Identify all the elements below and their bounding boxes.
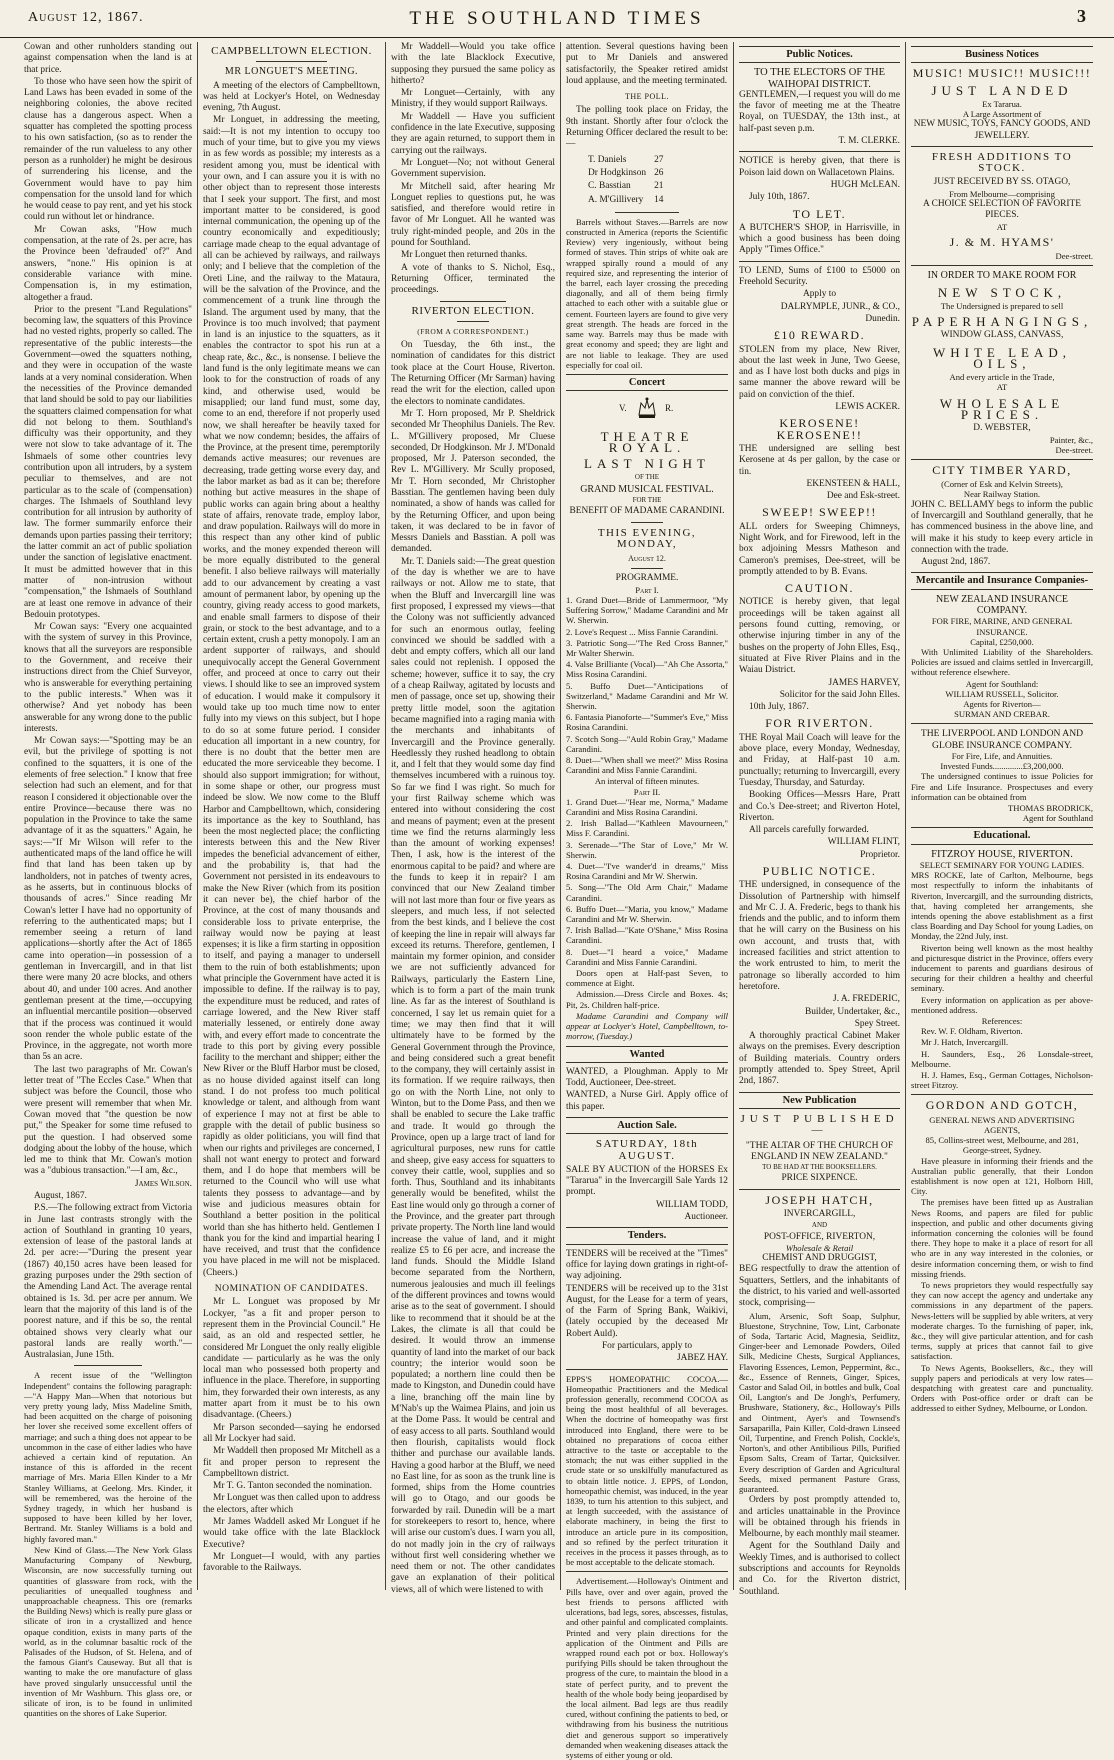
divider: [440, 301, 506, 302]
newspaper-title: THE SOUTHLAND TIMES: [409, 8, 705, 29]
article-paragraph: Mr Longuet then returned thanks.: [401, 250, 528, 261]
notice-text: GENTLEMEN,—I request you will do me the favor of meeting me at the Theatre Royal, on TUESDAY, the 13th inst., at half-past seven p.m.: [739, 89, 900, 134]
divider: [457, 321, 490, 322]
letter-signature: James Wilson.: [134, 1178, 192, 1189]
electors-heading: TO THE ELECTORS OF THE WAIHOPAI DISTRICT.: [753, 67, 886, 90]
chemist-location: INVERCARGILL,: [783, 1209, 856, 1220]
article-paragraph: Mr Longuet was then called upon to address the electors, after which: [203, 1493, 380, 1515]
svg-text:R.: R.: [665, 403, 674, 414]
notice-signature: EKENSTEEN & HALL,: [806, 478, 900, 489]
publication-price: PRICE SIXPENCE.: [781, 1173, 858, 1184]
article-paragraph: Mr Cowan says:—"Spotting may be an evil, but the privilege of spotting is not confined to the squatters, it is one of the elements of free selection." I know that free selection had such an element, and for that reason I considered it objectionable over the entire Province—because there was no population in the Province to take the same advantage of it as the squatters." Again, he says:—"If Mr Wilson will refer to the authenticated maps of the land office he will find that land has been taken up by landholders, not in patches of twenty acres, as he asserts, but in continuous blocks of thousands of acres." Since reading Mr Cowan's letter I have had no opportunity of referring to the authenticated maps; but I remember seeing a return of land applications—shortly after the Act of 1865 came into operation—in possession of a gentleman in Invercargill, and in that list there were many 20 acre blocks, and others about 40, and under 100 acres. And another gentleman present at the time,—occupying an influential mercantile position—observed that if the process was continued it would soon render the whole public estate of the Province, in the aggregate, not worth more than 5s an acre.: [24, 736, 192, 1063]
article-paragraph: Barrels without Staves.—Barrels are now constructed in America (reports the Scientific Review) very ingeniously, without being formed of staves. Thin strips of white oak are wrapped spirally round a mould of any required size, and representing the interior of the barrel, each layer crossing the preceding diagonally, and all of them being firmly attached to each other with a suitable glue or cement. Fourteen layers are found to give very great strength. The heads are forced in the same way. Barrels may thus be made with great economy and speed; they are light and are not liable to leakage. They are used especially for coal oil.: [566, 216, 728, 370]
publication-availability: TO BE HAD AT THE BOOKSELLERS.: [762, 1163, 877, 1172]
divider: [739, 151, 900, 152]
notice-text: NOTICE is hereby given, that legal proceedings will be taken against all persons found cutting, removing, or otherwise injuring timber in any of the bushes on the property of John Elles, Esq., situated at Five River Plains and in the Waiau District.: [739, 597, 900, 676]
article-paragraph: Mr Longuet, in addressing the meeting, said:—It is not my intention to occupy too much of your time, but to give you my views in as few words as possible; my interests as a resident among you, must be identical with your own, and I can assure you it is with no other object than to represent those interests that I seek your support. The first, and most important matter to be considered, is good internal communication, the opening up of the country economically and expeditiously; carriage made cheap to the equal advantage of all can be achieved by railways, and railways only; and I believe that the completion of the Oreti Line, and the railway to the Mataura, will be the salvation of the Province, and the commencement of a trunk line through the Island. The argument used by many, that the Province is too much involved; that payment in land is an injustice to the squatters, as it enables the contractor to spot his run at a cheap rate, &c., &c., is nonsense. I believe the land fund is the only legitimate means we can look to for the construction of roads of any kind, and otherwise used, would be misapplied; our land fund must, some day, come to an end, therefore if not properly used now, we shall hereafter be heavily taxed for what we now condemn; besides, the affairs of the Province, at the present time, peremptorily demands active measures; our revenues are decreasing, trade getting worse every day, and the labor market as bad as it can be; therefore nothing but active measures in the shape of public works can again bring about a healthy state of affairs, renovate trade, employ labor, and draw population. Railways will do more in this respect than any other kind of public works, and the money expended thereon will be more equally distributed to the general benefit. I also believe railways will materially add to our advancement by creating a vast amount of permanent labor, by opening up the country, giving ready access to good markets, and enable small farmers to dispose of their grain, or stock to the best advantage, and to a certain extent, crush a petty monopoly. I am an ardent supporter of railways, and should unequivocally accept the General Government offer, and proceed at once to carry out their views. I should like to see an improved system of education. I would make it compulsory it would take up too much time now to enter fully into my views on this subject, but I hope to do so at some future period. I consider education all important in a new country, for there is no doubt that the better men are educated the more serviceable they become. I should also support immigration; for without, in some shape or other, our progress must indeed be slow. We now come to the Bluff Harbor and Campbelltown, which, considering its importance as the key to Southland, has been the most neglected place; the conflicting interests between this and the New River impedes the beneficial advancement of either, and the probability is, that had the Government not persisted in its endeavours to make the New River (which from its position it can never be), the chief harbor of the Province, at the cost of many thousands and considerable loss to private enterprise, the railway would now be paying at least expenses; it is like a firm starting in opposition to itself, and paying a manager to undersell them to the ruin of both establishments; upon what principle the Government have acted it is impossible to define. If the railway is to pay, the expenditure must be reduced, and rates of carriage lowered, and the New River staff materially lessened, or entirely done away with, and every effort made to concentrate the trade to this port by giving every possible facility to the merchant and shipper; either the New River or the Bluff Harbor must be closed, as no house divided against itself can long stand. I do not profess too much political knowledge or talent, and although from want of experience I may not at first be able to grapple with the detail of public business so rapidly as older politicians, you will find that when our rights and privileges are concerned, I shall not want energy to protect and forward them, and I do hope that members will be returned to the Council who will use what talents they possess to advantage—and by wise and judicious measures obtain for Southland a better position in the political world than she has hitherto held. Gentlemen I thank you for the kind and impartial hearing I have received, and trust that the confidence you have placed in me will not be misplaced. (Cheers.): [203, 115, 380, 1278]
notice-text: STOLEN from my place, New River, about the last week in June, Two Geese, and as I have lost both ducks and pigs in same manner the above reward will be paid on conviction of the thief.: [739, 344, 900, 400]
programme-item: 3. Serenade—"The Star of Love," Mr W. Sherwin.: [566, 839, 728, 860]
programme-item: 3. Patriotic Song—"The Red Cross Banner," Mr Walter Sherwin.: [566, 637, 728, 658]
new-stock: NEW STOCK,: [937, 284, 1067, 300]
kerosene-heading: KEROSENE! KEROSENE!!: [776, 416, 863, 442]
school-name: FITZROY HOUSE, RIVERTON.: [931, 848, 1073, 860]
hyams-address: Dee-street.: [1055, 251, 1093, 262]
paperhangings: PAPERHANGINGS,: [911, 314, 1093, 330]
tender-ad: TENDERS will be received up to the 31st August, for the Lease for a term of years, of the Farm of Spring Bank, Waikivi, (lately occupied by the deceased Mr Robert Auld).: [566, 1283, 728, 1339]
notice-signature: J. A. FREDERIC,: [833, 994, 900, 1005]
section-header-tenders: Tenders.: [566, 1227, 728, 1244]
programme-list: [566, 797, 728, 967]
notice-text: THE undersigned are selling best Kerosene at 4s per gallon, by the case or tin.: [739, 443, 900, 477]
notice-text: All parcels carefully forwarded.: [749, 825, 869, 836]
company-note: Madame Carandini and Company will appear at Lockyer's Hotel, Campbelltown, to-morrow, (Tuesday.): [566, 1010, 728, 1042]
to-let-heading: TO LET.: [792, 206, 847, 221]
article-paragraph: A recent issue of the "Wellington Independent" contains the following paragraph:—"A Happy Man—When that notorious but very pretty young lady, Miss Madeline Smith, had been acquitted on the charge of poisoning her lover she received some excellent offers of marriage; and such a thing does not appear to be uncommon in the case of either ladies who have achieved a certain kind of reputation. An instance of this is afforded in the recent marriage of Mrs. Maria Ellen Kinder to a Mr Stanley Williams, at Geelong. Mrs. Kinder, it will be remembered, was the heroine of the Sydney tragedy, in which her husband is supposed to have been killed by her lover, Bertrand. Mr. Stanley Williams is a bold and highly favored man.": [24, 1370, 192, 1544]
holloway-ad: Advertisement.—Holloway's Ointment and Pills have, over and over again, proved the best friends to persons afflicted with ulcerations, bad legs, sores, abscesses, fistulas, and other painful and complicated complaints. Printed and very plain directions for the application of the Ointment and Pills are wrapped round each pot or box. Holloway's purifying Pills should be taken throughout the progress of the cure, to maintain the blood in a state of perfect purity, and to prevent the health of the whole body being jeopardised by the local ailment. Bad legs are thus readily cured, without confining the patients to bed, or withdrawing from his business the nutritious diet and generous support so imperatively demanded when weakening diseases attack the systems of either young or old.: [566, 1576, 728, 1760]
column-6: [907, 42, 1097, 1590]
doors-note: Doors open at Half-past Seven, to commence at Eight.: [566, 968, 728, 989]
auction-ad: SALE BY AUCTION of the HORSES Ex "Tararua" in the Invercargill Sale Yards 12 prompt.: [566, 1164, 728, 1198]
notice-text: ALL orders for Sweeping Chimneys, Night Work, and for Firewood, left in the box adjoining Messrs Matheson and Cameron's premises, Dee-street, will be promptly attended to by B. Evans.: [739, 521, 900, 577]
article-paragraph: Mr Longuet—I would, with any parties favorable to the Railways.: [203, 1551, 380, 1574]
article-paragraph: On Tuesday, the 6th inst., the nomination of candidates for this district took place at the Court House, Riverton. The Returning Officer (Mr Sarman) having read the writ for the election, called upon the electors to nominate candidates.: [391, 340, 555, 407]
notice-title: Solicitor for the said John Elles.: [779, 689, 900, 700]
tender-apply: For particulars, apply to: [601, 1341, 693, 1352]
candidate-votes: 27: [654, 154, 664, 165]
notice-text: A BUTCHER'S SHOP, in Harrisville, in which a good business has been doing Apply "Times Office.": [739, 222, 900, 256]
section-header-publication: New Publication: [739, 1092, 900, 1109]
music-heading: MUSIC! MUSIC!! MUSIC!!!: [912, 66, 1092, 81]
just-landed: JUST LANDED: [931, 82, 1073, 98]
article-paragraph: Mr L. Longuet was proposed by Mr Lockyer, "as a fit and proper person to represent them in the Provincial Council." He said, as an old and respected settler, he considered Mr Longuet the only really eligible candidate — particularly as he was the only local man who possessed both property and influence in the place. Therefore, in supporting him, they forwarded their own interests, as any matter apart from it must be to his own disadvantage. (Cheers.): [203, 1297, 380, 1421]
section-header-wanted: Wanted: [566, 1046, 728, 1063]
article-paragraph: New Kind of Glass.—The New York Glass Manufacturing Company of Newburg, Wisconsin, are now successfully turning out quantities of glassware from rock, with the peculiarities of unequalled toughness and unapproachable cheapness. This ore (remarks the Building News) which is really pure glass or silicate of iron in a crystallized and hence opaque condition, exists in many parts of the world, as in the columnar basaltic rock of the Palisades of the Hudson, of St. Helena, and of the famous Giant's Causeway. But all that is wanting to make the ore manufacture of glass have proved singularly unsuccessful until the invention of Mr Washburn. This glass ore, or silicate of iron, is to be found in unlimited quantities on the shores of Lake Superior.: [24, 1544, 192, 1719]
column-rule: [733, 42, 734, 1590]
insurance-type: FOR FIRE, MARINE, AND GENERAL INSURANCE.: [931, 616, 1073, 637]
notice-text: With Unlimited Liability of the Shareholders. Policies are issued and claims settled in Invercargill, without reference elsewhere.: [911, 646, 1093, 678]
table-row: [588, 181, 669, 192]
notice-text: BEG respectfully to draw the attention of Squatters, Settlers, and the inhabitants of the district, to his varied and well-assorted stock, comprising—: [739, 1264, 900, 1309]
notice-title: Proprietor.: [860, 849, 900, 860]
column-1: [20, 42, 196, 1719]
divider: [911, 459, 1093, 460]
reward-heading: £10 REWARD.: [773, 328, 866, 343]
from-line: From Melbourne—comprising: [949, 188, 1055, 199]
divider: [739, 261, 900, 262]
article-paragraph: Mr Longuet—Certainly, with any Ministry, if they would support Railways.: [391, 88, 555, 110]
divider: [911, 265, 1093, 266]
section-header-concert: Concert: [566, 374, 728, 391]
divider: [74, 1365, 141, 1366]
timber-location: Near Railway Station.: [963, 489, 1041, 500]
letter-dateline: August, 1867.: [34, 1190, 87, 1201]
chemist-stock-list: Alum, Arsenic, Soft Soap, Sulphur, Bluestone, Strychnine, Tow, Lint, Carbonate of Soda, Tartaric Acid, Magnesia, Seidlitz, Ginger-beer and Lemonade Powders, Oiled Silk, Medicine Chests, Surgical Appliances, Flavoring Essences, Lemon, Peppermint, &c., &c., Essence of Rennets, Ginger, Spices, Castor and Salad Oil, in bottles and bulk, Coal Oil, Langton's and De Jongh's, Perfumery, Brushware, Stationery, &c., Holloway's Pills and Ointment, Ayer's and Townsend's Sarsaparilla, Pain Killer, Cold-drawn Linseed Oil, Turpentine, and French Polish, Cockle's, Norton's, and other Antibilious Pills, Purified Epsom Salts, Cream of Tartar, Quicksilver. Every description of Garden and Agricultural Seeds, mixed permanent Pasture Grass, guaranteed.: [739, 1310, 900, 1495]
article-paragraph: Cowan and other runholders standing out against compensation when the land is at that price.: [24, 42, 192, 75]
public-notice-heading: PUBLIC NOTICE.: [762, 864, 877, 878]
chemist-name: JOSEPH HATCH,: [765, 1192, 874, 1207]
divider: [739, 1189, 900, 1190]
divider: [256, 61, 327, 62]
hyams-name: J. & M. HYAMS': [949, 234, 1055, 249]
wanted-ad: WANTED, a Ploughman. Apply to Mr Todd, Auctioneer, Dee-street.: [566, 1066, 728, 1089]
notice-signature: T. M. CLERKE.: [838, 136, 900, 147]
in-order-line: IN ORDER TO MAKE ROOM FOR: [927, 270, 1077, 282]
ship-name: Ex Tararua.: [982, 98, 1022, 109]
part-one-heading: Part I.: [635, 584, 659, 595]
epps-cocoa-ad: EPPS'S HOMEOPATHIC COCOA.—Homeopathic Practitioners and the Medical profession generally, recommend COCOA as being the most healthful of all beverages. When the doctrine of homeopathy was first introduced into England, there were to be obtained no preparations of cocoa either attractive to the taste or acceptable to the stomach; the nut was either supplied in the crude state or so unskilfully manufactured as to obtain little notice. J. EPPS, of London, homeopathic chemist, was induced, in the year 1839, to turn his attention to this subject, and at length succeeded, with the assistance of elaborate machinery, in being the first to introduce an article pure in its composition, and so refined by the perfect trituration it receives in the process it passes through, as to be most acceptable to the delicate stomach.: [566, 1373, 728, 1568]
candidate-votes: 21: [654, 181, 664, 192]
admission-note: Admission.—Dress Circle and Boxes. 4s; Pit, 2s. Children half-price.: [566, 989, 728, 1010]
divider: [911, 1094, 1093, 1095]
article-subheadline: (FROM A CORRESPONDENT.): [417, 326, 529, 336]
divider: [566, 1571, 728, 1572]
every-article: And every article in the Trade,: [949, 372, 1055, 383]
programme-item: 2. Love's Request ... Miss Fannie Carandini.: [566, 626, 719, 637]
svg-text:V.: V.: [619, 403, 627, 414]
reference-item: H. Saunders, Esq., 26 Lonsdale-street, Melbourne.: [911, 1048, 1093, 1069]
candidate-name: A. M'Gillivery: [588, 194, 644, 205]
table-row: [588, 168, 669, 179]
wholesale-prices: WHOLESALE PRICES.: [939, 395, 1065, 422]
notice-text: Riverton being well known as the most healthy and picturesque district in the Province, offers every inducement to parents and guardians desirous of securing for their children a healthy and cheerful seminary.: [911, 942, 1093, 994]
of-the: OF THE: [634, 473, 660, 482]
issue-date: August 12, 1867.: [28, 10, 144, 25]
riverton-heading: FOR RIVERTON.: [765, 716, 874, 731]
goods-list: NEW MUSIC, TOYS, FANCY GOODS, AND JEWELLERY.: [913, 119, 1091, 141]
article-paragraph: Mr Waddell then proposed Mr Mitchell as a fit and proper person to represent the Campbelltown district.: [203, 1446, 380, 1479]
notice-text: To News Agents, Booksellers, &c., they will supply papers and periodicals at very low rates—despatching with greatest care and punctuality. Orders with Post-office order or draft can be addressed to either Sydney, Melbourne, or London.: [911, 1362, 1093, 1414]
notice-text: The premises have been fitted up as Australian News Rooms, and papers are filed for public inspection, and public and other documents giving information concerning the colonies will be found there. They hope to make it a place of resort for all who are in any way interested in the colonies, or desire information concerning them, or wish to find missing friends.: [911, 1197, 1093, 1279]
insurance-funds: Invested Funds..............£3,200,000.: [940, 761, 1064, 772]
royal-crest-icon: [566, 395, 728, 425]
notice-date: August 2nd, 1867.: [921, 557, 991, 568]
programme-item: 6. Fantasia Pianoforte—"Summer's Eve," Miss Rosina Carandini.: [566, 712, 728, 733]
notice-text: THE undersigned, in consequence of the Dissolution of Partnership with himself and Mr C. J. A. Frederic, begs to thank his friends and the public, and to inform them that he will carry on the Business on his own account, and trusts that, with increased facilities and strict attention to the work entrusted to him, to merit the patronage so liberally accorded to him heretofore.: [739, 880, 900, 992]
masthead: [0, 0, 1114, 38]
fresh-heading: FRESH ADDITIONS TO STOCK.: [931, 150, 1073, 175]
candidate-name: T. Daniels: [588, 154, 627, 165]
programme-list: [566, 595, 728, 775]
tender-ad: TENDERS will be received at the "Times" office for laying down gratings in right-of-way adjoining.: [566, 1248, 728, 1282]
programme-item: 7. Irish Ballad—"Kate O'Shane," Miss Rosina Carandini.: [566, 925, 728, 946]
notice-title: Builder, Undertaker, &c.,: [804, 1006, 900, 1017]
section-header-business: Business Notices: [911, 46, 1093, 63]
notice-text: MRS ROCKE, late of Carlton, Melbourne, begs most respectfully to inform the inhabitants of Riverton, Invercargill, and the surrounding districts, that, having completed her arrangements, she intends opening the above establishment as a first class Boarding and Day School for young Ladies, on Monday, the 22nd July, inst.: [911, 870, 1093, 942]
article-paragraph: Mr Cowan says: "Every one acquainted with the system of survey in this Province, knows that all the surveyors are responsible to the Government, and receive their instructions direct from the Chief Surveyor, who is answerable for everything pertaining to the public interests." When was it otherwise? And yet nobody has been answerable for any wrong done to the public interests.: [24, 622, 192, 734]
publication-heading: JUST PUBLISHED—: [740, 1112, 899, 1137]
programme-item: 5. Song—"The Old Arm Chair," Madame Carandini.: [566, 882, 728, 903]
notice-date: July 10th, 1867.: [749, 192, 810, 203]
article-paragraph: Mr T. G. Tanton seconded the nomination.: [213, 1481, 372, 1492]
programme-item: 8. Duet—"When shall we meet?" Miss Rosina Carandini and Miss Fannie Carandini.: [566, 755, 728, 776]
article-paragraph: Mr Mitchell said, after hearing Mr Longuet replies to questions put, he was satisfied, and therefore would retire in favor of Mr Longuet. All he wanted was truly right-minded people, and 20s in the pound for Southland.: [391, 181, 555, 249]
candidate-name: Dr Hodgkinson: [588, 167, 647, 178]
reference-item: Mr J. Hatch, Invercargill.: [921, 1037, 1009, 1048]
chemist-and: AND: [811, 1221, 828, 1230]
choice-line: A CHOICE SELECTION OF FAVORITE PIECES.: [923, 198, 1081, 221]
part-two-heading: Part II.: [633, 786, 661, 797]
article-paragraph: The polling took place on Friday, the 9th instant. Shortly after four o'clock the Returning Officer declared the result to be:—: [566, 105, 728, 150]
programme-item: 8. Duet—"I heard a voice," Madame Carandini and Miss Fannie Carandini.: [566, 946, 728, 967]
notice-text: A thoroughly practical Cabinet Maker always on the premises. Every description of Building materials. Country orders promptly attended to. Spey Street, April 2nd, 1867.: [739, 1031, 900, 1087]
section-header-public-notices: Public Notices.: [739, 46, 900, 63]
agent-label: Agent for Southland:: [965, 678, 1039, 689]
article-paragraph: Mr Waddell — Have you sufficient confidence in the late Executive, supposing they are again returned, to support them in carrying out the railways.: [391, 111, 555, 156]
notice-text: To news proprietors they would respectfully say they can now accept the agency and undertake any commissions in any department of the papers. News-letters will be supplied by able writers, at very moderate charges. To the furnishing of paper, ink, &c., they will give particular attention, and for cash terms, supply at prices that cannot fail to give satisfaction.: [911, 1280, 1093, 1362]
insurance-type: For Fire, Life, and Annuities.: [951, 750, 1053, 761]
article-headline: RIVERTON ELECTION.: [411, 304, 535, 317]
article-paragraph: Prior to the present "Land Regulations" becoming law, the squatters of this Province had no vested rights, properly so called. The representative of the public interests—the Government—owed the squatters nothing, and they were in occupation of the waste lands at a very nominal consideration. When the necessities of the Province demanded that land should be sold to pay our liabilities the squatters claimed compensation for what did not belong to them. Southland's difficulty was their opportunity, and they were not slow to take advantage of it. The Ishmaels of some other countries levy contribution upon all intruders, by a system peculiar to themselves, and are not particular as to the scale of (compensation) charges. The Ishmaels of Southland levy contribution for all intrusion by authority of law. The former summarily enforce their demands upon parties passing their territory; the latter commit an act of public spoliation under the sanction of legislative enactment. It must be admitted however that in this matter of non-intrusion without "compensation," the Ishmaels of Southland are at least one remove in advance of their Bedouin prototypes.: [24, 304, 192, 620]
notice-date: 10th July, 1867.: [749, 702, 809, 713]
auctioneer-title: Auctioneer.: [684, 1212, 728, 1223]
notice-text: NOTICE is hereby given, that there is Poison laid down on Wallacetown Plains.: [739, 156, 900, 178]
candidate-name: C. Basstian: [588, 181, 631, 192]
programme-item: 5. Buffo Duet—"Anticipations of Switzerland," Madame Carandini and Mr W. Sherwin.: [566, 680, 728, 711]
received-line: JUST RECEIVED BY SS. OTAGO,: [933, 177, 1071, 188]
notice-signature: WILLIAM FLINT,: [827, 837, 900, 848]
festival-title: GRAND MUSICAL FESTIVAL.: [580, 483, 714, 495]
at-line: AT: [996, 382, 1008, 393]
caution-heading: CAUTION.: [785, 581, 854, 596]
notice-signature: LEWIS ACKER.: [835, 402, 900, 413]
programme-item: 1. Grand Duet—"Hear me, Norma," Madame Carandini and Miss Rosina Carandini.: [566, 796, 728, 818]
article-subheadline: MR LONGUET'S MEETING.: [224, 66, 359, 78]
at-line: AT: [996, 221, 1008, 232]
divider: [615, 212, 680, 213]
section-header-auction: Auction Sale.: [566, 1117, 728, 1134]
column-2: [199, 42, 384, 1590]
notice-text: Agent for the Southland Daily and Weekly Times, and is authorised to collect subscriptions and accounts for Reynolds and Co. for the Riverton district, Southland.: [739, 1541, 900, 1597]
school-type: SELECT SEMINARY FOR YOUNG LADIES.: [919, 859, 1085, 870]
publication-title: "THE ALTAR OF THE CHURCH OF ENGLAND IN NEW ZEALAND.": [745, 1139, 894, 1162]
sweep-heading: SWEEP! SWEEP!!: [762, 505, 877, 520]
column-rule: [905, 42, 906, 1590]
programme-heading: PROGRAMME.: [615, 573, 679, 584]
benefit-title: BENEFIT OF MADAME CARANDINI.: [569, 506, 725, 517]
notice-text: The undersigned continues to issue Policies for Fire and Life Insurance. Prospectuses and every information can be obtained from: [911, 771, 1093, 802]
column-4: [562, 42, 732, 1760]
auction-date: SATURDAY, 18th AUGUST.: [595, 1138, 699, 1162]
timber-heading: CITY TIMBER YARD,: [932, 462, 1072, 477]
candidate-votes: 14: [654, 194, 664, 205]
programme-item: 4. Valse Brilliante (Vocal)—"Ah Che Assorta," Miss Rosina Carandini.: [566, 659, 728, 680]
article-paragraph: A meeting of the electors of Campbelltown, was held at Lockyer's Hotel, on Wednesday evening, 7th August.: [203, 80, 380, 114]
column-5: [735, 42, 904, 1597]
agency-address: 85, Collins-street west, Melbourne, and 281, George-street, Sydney.: [925, 1135, 1079, 1156]
white-lead: WHITE LEAD, OILS,: [932, 344, 1072, 371]
section-header-educational: Educational.: [911, 827, 1093, 844]
notice-signature: JAMES HARVEY,: [828, 677, 900, 688]
article-subheadline: NOMINATION OF CANDIDATES.: [214, 1283, 369, 1295]
programme-item: 4. Duet—"I've wander'd in dreams," Miss Rosina Carandini and Mr W. Sherwin.: [566, 861, 728, 882]
chemist-title: CHEMIST AND DRUGGIST,: [762, 1253, 877, 1264]
reference-item: H. J. Hames, Esq., German Cottages, Nicholson-street Fitzroy.: [911, 1070, 1093, 1091]
webster-address: Dee-street.: [1055, 444, 1093, 455]
chemist-location: POST-OFFICE, RIVERTON,: [763, 1231, 876, 1242]
reference-item: Rev. W. F. Oldham, Riverton.: [921, 1026, 1023, 1037]
agent-name: THOMAS BRODRICK,: [1008, 802, 1093, 813]
article-paragraph: The last two paragraphs of Mr. Cowan's letter treat of "The Eccles Case." When that subject was before the Council, those who were present will remember that when Mr. Cowan moved that "the question be now put," the Speaker for some time refused to put the question. I had observed some dodging about the lobby of the house, which led me to think that Mr. Cowan's motion was a "dubious transaction."—I am, &c.,: [24, 1064, 192, 1177]
notice-place: Spey Street.: [854, 1018, 900, 1029]
chemist-trade: Wholesale & Retail: [785, 1242, 854, 1253]
article-paragraph: Mr T. Horn proposed, Mr P. Sheldrick seconded Mr Theophilus Daniels. The Rev. L. M'Gillivery proposed, Mr Cluese seconded, Dr Hodgkinson. Mr J. M'Donald proposed, Mr J. Paterson seconded, the Rev L. M'Gillivery. Mr Scully proposed, Mr T. Horn seconded, Mr Christopher Basstian. The gentlemen having been duly nominated, a show of hands was called for by the Returning Officer, and upon being taken, it was declared to be in favor of Messrs Daniels and Basstian. A poll was demanded.: [391, 408, 555, 555]
webster-name: D. WEBSTER,: [973, 423, 1031, 434]
article-paragraph: A vote of thanks to S. Nichol, Esq., Returning Officer, terminated the proceedings.: [391, 262, 555, 296]
event-date: THIS EVENING, MONDAY,: [597, 526, 697, 550]
divider: [631, 568, 663, 569]
theatre-title: THEATRE ROYAL.: [600, 428, 694, 455]
agent-label: Agents for Riverton—: [963, 698, 1041, 709]
article-paragraph: Mr Waddell—Would you take office with the late Blacklock Executive, supposing they pursued the same policy as hitherto?: [391, 42, 555, 86]
article-paragraph: attention. Several questions having been put to Mr Daniels and answered satisfactorily, the Speaker retired amidst loud applause, and the meeting terminated.: [566, 42, 728, 86]
insurance-capital: Capital, £250,000.: [970, 636, 1034, 647]
page-number: 3: [1077, 6, 1086, 26]
interval-note: An interval of fifteen minutes.: [594, 776, 700, 787]
event-subdate: August 12.: [628, 554, 666, 564]
notice-text: Have pleasure in informing their friends and the Australian public generally, that their London establishment is now open at 121, Holborn Hill, City.: [911, 1155, 1093, 1197]
notice-text: THE Royal Mail Coach will leave for the above place, every Monday, Wednesday, and Friday, at Half-past 10 a.m. punctually; returning to Invercargill, every Tuesday, Thursday, and Saturday.: [739, 732, 900, 788]
agency-type: GENERAL NEWS AND ADVERTISING AGENTS,: [929, 1114, 1075, 1135]
article-paragraph: Mr Parson seconded—saying he endorsed all Mr Lockyer had said.: [203, 1422, 380, 1444]
agency-name: GORDON AND GOTCH,: [925, 1098, 1079, 1113]
assortment: A Large Assortment of: [962, 109, 1042, 120]
notice-text: Booking Offices—Messrs Hare, Pratt and Co.'s Dee-street; and Riverton Hotel, Riverton.: [739, 790, 900, 823]
poll-results-table: [586, 153, 671, 208]
divider: [911, 146, 1093, 147]
notice-text: JOHN C. BELLAMY begs to inform the public of Invercargill and Southland generally, that he has commenced business in the above line, and will make it his study to keep every article in connection with the trade.: [911, 499, 1093, 555]
timber-address: (Corner of Esk and Kelvin Streets),: [941, 479, 1063, 490]
column-rule: [197, 42, 198, 1590]
notice-place: Dunedin.: [865, 313, 900, 324]
divider: [631, 522, 663, 523]
programme-item: 7. Scotch Song—"Auld Robin Gray," Madame Carandini.: [566, 733, 728, 754]
table-row: [588, 195, 669, 206]
article-subheadline: THE POLL.: [624, 92, 670, 102]
notice-text: Every information on application as per above-mentioned address.: [911, 994, 1093, 1015]
notice-signature: DALRYMPLE, JUNR., & CO.,: [780, 301, 900, 312]
article-paragraph: Mr Longuet—No; not without General Government supervision.: [391, 157, 555, 180]
insurance-company: THE LIVERPOOL AND LONDON AND GLOBE INSURANCE COMPANY.: [920, 728, 1084, 751]
divider: [911, 723, 1093, 724]
agent-name: WILLIAM RUSSELL, Solicitor.: [945, 688, 1059, 699]
divider: [566, 1369, 728, 1370]
column-rule: [385, 42, 386, 1590]
column-rule: [560, 42, 561, 1590]
notice-signature: HUGH McLEAN.: [830, 179, 900, 190]
window-glass: WINDOW GLASS, CANVASS,: [940, 330, 1064, 341]
for-the: FOR THE: [632, 495, 662, 504]
notice-text: Orders by post promptly attended to, and articles unattainable in the Province will be obtained through his friends in Melbourne, by each monthly mail steamer.: [739, 1495, 900, 1540]
insurance-company: NEW ZEALAND INSURANCE COMPANY.: [935, 593, 1069, 617]
auctioneer-name: WILLIAM TODD,: [655, 1199, 728, 1210]
webster-title: Painter, &c.,: [1049, 434, 1093, 445]
prepared-line: The Undersigned is prepared to sell: [940, 300, 1064, 311]
last-night: LAST NIGHT: [584, 456, 710, 472]
article-paragraph: Mr James Waddell asked Mr Longuet if he would take office with the late Blacklock Executive?: [203, 1517, 380, 1550]
programme-item: 6. Buffo Duet—"Maria, you know," Madame Carandini and Mr W. Sherwin.: [566, 903, 728, 925]
programme-item: 1. Grand Duet—Bride of Lammermoor, "My Suffering Sorrow," Madame Carandini and Mr W. Sherwin.: [566, 594, 728, 626]
references-heading: References:: [981, 1016, 1023, 1027]
notice-place: Dee and Esk-street.: [826, 491, 900, 502]
article-paragraph: Mr Cowan asks, "How much compensation, at the rate of 2s. per acre, has the Province been 'defrauded' of?" And answers, "none." His opinion is at considerable variance with mine. Compensation is, in my estimation, altogether a fraud.: [24, 224, 192, 303]
article-headline: CAMPBELLTOWN ELECTION.: [211, 45, 372, 57]
article-paragraph: Mr. T. Daniels said:—The great question of the day is whether we are to have railways or not. Allow me to state, that when the Bluff and Invercargill line was first proposed, I expressed my views—that the Colony was not sufficiently advanced for such an enormous outlay, feeling convinced we should be saddled with a debt and empty coffers, which all our land sales could not replenish. I opposed the scheme; however, suffice it to say, the cry of a cheap Railway, agitated by locusts and men of passage, once set up, showing their pretty little model, soon the agitation became magnified into a raging mania with the merchants and inhabitants of Invercargill and the Province generally. Heedlessly they rushed headlong to obtain it, and I felt that they would some day find themselves incumbered with a ruinous toy. So far we find I was right. So much for your first Railway scheme which was entered into without considering the cost and means of payment; even at the present time we find the returns alarmingly less than the amount of working expenses! Then, I ask, how is the interest of the enormous capital to be paid? and where are the funds to keep it in repair? I am convinced that our New Zealand timber will not last more than four or five years as sleepers, and much less, if not selected from the best kinds, and I believe the cost of keeping the line in repair will always far exceed its returns. Therefore, gentlemen, I maintain my former opinion, and consider we are not sufficiently advanced for Railways, particularly the Eastern Line, which is to form a part of the main trunk line. As far as the interest of Southland is concerned, I say let us remain quiet for a time; we may then find that it will ultimately have to be formed by the General Government through the Province, and being considered such a great benefit to the company, they will certainly assist in its formation. If we require railways, then go on with the North Line, not only to Winton, but to the Dome Pass, and then we shall be enabled to secure the Lake traffic and trade. It would go through the Province, open up a large tract of land for agricultural purposes, new runs for cattle and sheep, give easy access for squatters to convey their cattle, wool, supplies and so forth. Thus, Southland and its inhabitants generally would be benefited, whilst the East line would only go through a corner of the Province, and the greater part through private property. The North line land would increase the value of land, and it might realize £5 to £6 per acre, and increase the land funds. Should the Middle Island become separated from the Northern, numerous jealousies and much ill feelings of the different provinces and towns would arise as to the seat of government. I should like to recommend that it should be at the Lakes, the climate is all that could be desired. It would throw an immense quantity of land into the market of our back country; the interior would soon be populated; a northern line could then be made to Kingston, and Dunedin could have a line, branching off the main line by M'Nab's up the Waimea Plains, and join us at the Dome Pass. It would be central and of easy access to all parts. Southland would then flourish, capitalists would flock thither and purchase our available lands. Having a good harbor at the Bluff, we need no East line, for as soon as the trunk line is formed, ships from the Home countries will go to Otago, and our goods be forwarded by rail. Dunedin will be a mart for storekeepers to resort to, hence, where will arise our custom's dues. I warn you all, do not madly join in the cry of railways without first well considering whether we need them or not. The other candidates gave an explanation of their political views, all of which were listened to with: [391, 556, 555, 1595]
table-row: [588, 155, 669, 166]
article-paragraph: To those who have seen how the spirit of Land Laws has been evaded in some of the neighboring colonies, the above recited clause has a dangerous aspect. When a squatter has completed the spotting process to his own satisfaction, (so as to render the remainder of the run valueless to any other person as a runholder) he might be desirous of surrendering his license, and the Government would have to pay him compensation for the unsold land for which he would cease to pay rent, and yet his stock could run without let or hindrance.: [24, 76, 192, 223]
candidate-votes: 26: [654, 167, 664, 178]
agent-title: Agent for Southland: [1022, 813, 1093, 824]
tender-contact: JABEZ HAY.: [676, 1353, 728, 1364]
column-3: [387, 42, 559, 1595]
agent-name: SURMAN AND CREBAR.: [954, 709, 1050, 720]
section-header-insurance: Mercantile and Insurance Companies-: [911, 572, 1093, 589]
notice-text: TO LEND, Sums of £100 to £5000 on Freehold Security.: [739, 265, 900, 288]
notice-apply: Apply to: [802, 289, 837, 300]
references-list: [911, 1026, 1093, 1090]
programme-item: 2. Irish Ballad—"Kathleen Mavourneen," Miss F. Carandini.: [566, 818, 728, 839]
wanted-ad: WANTED, a Nurse Girl. Apply office of this paper.: [566, 1090, 728, 1112]
article-paragraph: P.S.—The following extract from Victoria in June last contrasts strongly with the action of Southland in granting 10 years, extension of lease of the pastoral lands at 2d. per acre:—"During the present year (1867) 40,150 acres have been leased for grazing purposes under the 29th section of the Amending Land Act. The average rental obtained is 1s. 3d. per acre per annum. We learn that the majority of this land is of the poorest nature, and if this be so, the rental obtained shows very clearly what our pastoral lands are really worth."—Australasian, June 15th.: [24, 1203, 192, 1361]
